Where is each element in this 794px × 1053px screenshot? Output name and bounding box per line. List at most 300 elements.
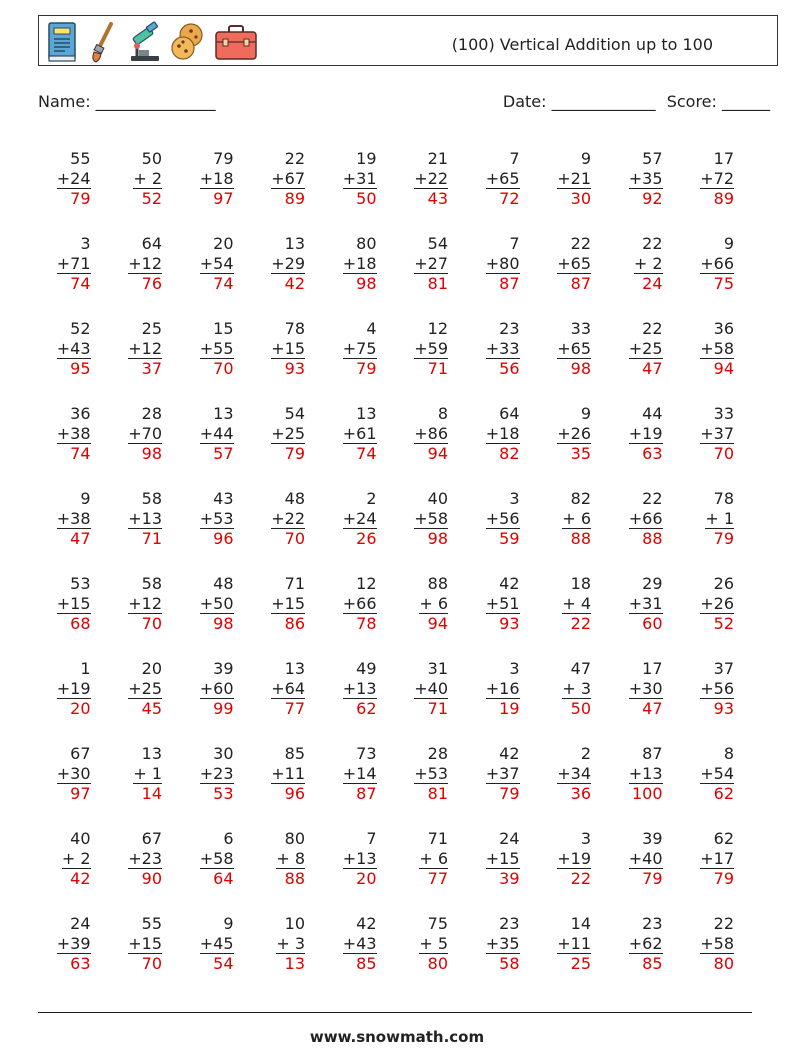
second-addend: +65: [485, 168, 520, 188]
first-addend: 52: [70, 319, 91, 338]
addition-problem: [324, 829, 396, 914]
answer: 95: [70, 359, 91, 378]
second-addend: +65: [557, 253, 591, 273]
first-addend: 3: [509, 489, 520, 508]
second-addend: +38: [56, 508, 91, 528]
answer: 25: [570, 954, 591, 973]
second-addend: +16: [485, 678, 520, 698]
second-addend: + 4: [562, 593, 591, 613]
addition-problem: [539, 914, 611, 999]
first-addend: 44: [642, 404, 663, 423]
addition-problem: [396, 914, 468, 999]
first-addend: 22: [713, 914, 734, 933]
first-addend: 13: [284, 659, 305, 678]
first-addend: 26: [713, 574, 734, 593]
second-addend: +58: [700, 933, 734, 953]
problem-row: [38, 659, 753, 744]
addition-problem: [324, 914, 396, 999]
answer: 52: [141, 189, 162, 208]
first-addend: 22: [642, 319, 663, 338]
second-addend: +58: [199, 848, 234, 868]
addition-problem: [110, 234, 182, 319]
addition-problem: [610, 659, 682, 744]
answer: 68: [70, 614, 91, 633]
problem-row: [38, 914, 753, 999]
first-addend: 4: [366, 319, 377, 338]
addition-problem: [467, 829, 539, 914]
first-addend: 25: [141, 319, 162, 338]
addition-problem: [253, 149, 325, 234]
addition-problem: [682, 489, 754, 574]
addition-problem: [467, 319, 539, 404]
second-addend: +25: [271, 423, 305, 443]
answer: 22: [570, 869, 591, 888]
problem-row: [38, 489, 753, 574]
first-addend: 62: [713, 829, 734, 848]
answer: 56: [499, 359, 520, 378]
answer: 50: [356, 189, 377, 208]
addition-problem: [467, 404, 539, 489]
first-addend: 36: [70, 404, 91, 423]
problem-row: [38, 744, 753, 829]
addition-problem: [396, 319, 468, 404]
answer: 77: [284, 699, 305, 718]
second-addend: +66: [342, 593, 377, 613]
answer: 87: [356, 784, 377, 803]
second-addend: +65: [557, 338, 591, 358]
answer: 100: [631, 784, 663, 803]
answer: 98: [427, 529, 448, 548]
second-addend: +15: [271, 338, 305, 358]
date-score-fields: [497, 92, 770, 111]
answer: 57: [213, 444, 234, 463]
addition-problem: [324, 744, 396, 829]
answer: 77: [427, 869, 448, 888]
answer: 90: [141, 869, 162, 888]
first-addend: 9: [723, 234, 734, 253]
second-addend: +71: [56, 253, 91, 273]
addition-problem: [467, 744, 539, 829]
problem-grid: [38, 149, 753, 999]
addition-problem: [682, 574, 754, 659]
second-addend: +18: [199, 168, 234, 188]
answer: 75: [713, 274, 734, 293]
first-addend: 55: [141, 914, 162, 933]
first-addend: 75: [427, 914, 448, 933]
answer: 14: [141, 784, 162, 803]
second-addend: +24: [56, 168, 91, 188]
answer: 87: [570, 274, 591, 293]
first-addend: 13: [356, 404, 377, 423]
answer: 94: [713, 359, 734, 378]
second-addend: +56: [700, 678, 734, 698]
addition-problem: [110, 744, 182, 829]
first-addend: 20: [213, 234, 234, 253]
second-addend: +50: [199, 593, 234, 613]
answer: 64: [213, 869, 234, 888]
addition-problem: [396, 234, 468, 319]
paintbrush-icon: [85, 20, 119, 64]
second-addend: +58: [700, 338, 734, 358]
answer: 70: [713, 444, 734, 463]
second-addend: +24: [342, 508, 377, 528]
first-addend: 50: [141, 149, 162, 168]
second-addend: +11: [271, 763, 305, 783]
addition-problem: [253, 574, 325, 659]
first-addend: 82: [570, 489, 591, 508]
second-addend: +13: [342, 678, 377, 698]
addition-problem: [396, 489, 468, 574]
addition-problem: [610, 744, 682, 829]
first-addend: 40: [427, 489, 448, 508]
first-addend: 9: [223, 914, 234, 933]
addition-problem: [610, 234, 682, 319]
microscope-icon: [125, 20, 163, 64]
answer: 36: [570, 784, 591, 803]
second-addend: +53: [414, 763, 448, 783]
addition-problem: [253, 234, 325, 319]
second-addend: +31: [628, 593, 663, 613]
addition-problem: [467, 489, 539, 574]
problem-row: [38, 319, 753, 404]
first-addend: 8: [437, 404, 448, 423]
second-addend: +22: [271, 508, 305, 528]
first-addend: 80: [356, 234, 377, 253]
second-addend: +54: [199, 253, 234, 273]
second-addend: +23: [128, 848, 162, 868]
first-addend: 9: [580, 404, 591, 423]
addition-problem: [610, 914, 682, 999]
first-addend: 21: [427, 149, 448, 168]
answer: 70: [141, 614, 162, 633]
answer: 79: [70, 189, 91, 208]
first-addend: 23: [499, 914, 520, 933]
second-addend: +23: [199, 763, 234, 783]
answer: 79: [713, 869, 734, 888]
first-addend: 33: [713, 404, 734, 423]
first-addend: 24: [70, 914, 91, 933]
answer: 70: [284, 529, 305, 548]
addition-problem: [110, 659, 182, 744]
addition-problem: [181, 319, 253, 404]
answer: 47: [642, 359, 663, 378]
first-addend: 9: [80, 489, 91, 508]
addition-problem: [396, 659, 468, 744]
second-addend: + 3: [276, 933, 305, 953]
first-addend: 57: [642, 149, 663, 168]
addition-problem: [253, 744, 325, 829]
addition-problem: [38, 659, 110, 744]
answer: 93: [713, 699, 734, 718]
first-addend: 13: [141, 744, 162, 763]
book-icon: [45, 20, 79, 64]
first-addend: 73: [356, 744, 377, 763]
addition-problem: [396, 744, 468, 829]
second-addend: +35: [628, 168, 663, 188]
second-addend: + 6: [562, 508, 591, 528]
first-addend: 88: [427, 574, 448, 593]
first-addend: 2: [366, 489, 377, 508]
addition-problem: [253, 659, 325, 744]
addition-problem: [38, 489, 110, 574]
second-addend: +80: [485, 253, 520, 273]
answer: 76: [141, 274, 162, 293]
second-addend: +12: [128, 253, 162, 273]
first-addend: 24: [499, 829, 520, 848]
second-addend: +59: [414, 338, 448, 358]
second-addend: + 2: [633, 253, 663, 273]
answer: 85: [356, 954, 377, 973]
first-addend: 17: [713, 149, 734, 168]
score-field: Score: ______: [666, 92, 770, 111]
first-addend: 29: [642, 574, 663, 593]
second-addend: +62: [628, 933, 663, 953]
second-addend: +19: [56, 678, 91, 698]
first-addend: 47: [570, 659, 591, 678]
answer: 74: [70, 274, 91, 293]
answer: 62: [713, 784, 734, 803]
answer: 82: [499, 444, 520, 463]
first-addend: 39: [213, 659, 234, 678]
second-addend: +27: [414, 253, 448, 273]
first-addend: 48: [284, 489, 305, 508]
second-addend: +35: [485, 933, 520, 953]
answer: 97: [213, 189, 234, 208]
second-addend: +13: [628, 763, 663, 783]
answer: 63: [642, 444, 663, 463]
second-addend: +38: [56, 423, 91, 443]
second-addend: +86: [414, 423, 448, 443]
first-addend: 54: [284, 404, 305, 423]
answer: 88: [642, 529, 663, 548]
first-addend: 9: [580, 149, 591, 168]
addition-problem: [682, 914, 754, 999]
first-addend: 22: [642, 489, 663, 508]
second-addend: +37: [700, 423, 734, 443]
second-addend: +66: [700, 253, 734, 273]
answer: 79: [356, 359, 377, 378]
answer: 19: [499, 699, 520, 718]
first-addend: 7: [509, 149, 520, 168]
first-addend: 53: [70, 574, 91, 593]
answer: 47: [70, 529, 91, 548]
addition-problem: [682, 404, 754, 489]
second-addend: + 8: [276, 848, 305, 868]
addition-problem: [110, 489, 182, 574]
answer: 74: [356, 444, 377, 463]
addition-problem: [38, 574, 110, 659]
addition-problem: [110, 404, 182, 489]
first-addend: 19: [356, 149, 377, 168]
first-addend: 54: [427, 234, 448, 253]
answer: 60: [642, 614, 663, 633]
first-addend: 67: [141, 829, 162, 848]
addition-problem: [539, 234, 611, 319]
first-addend: 3: [509, 659, 520, 678]
first-addend: 3: [80, 234, 91, 253]
answer: 20: [356, 869, 377, 888]
first-addend: 3: [580, 829, 591, 848]
answer: 89: [284, 189, 305, 208]
addition-problem: [610, 829, 682, 914]
addition-problem: [396, 829, 468, 914]
addition-problem: [324, 574, 396, 659]
first-addend: 37: [713, 659, 734, 678]
addition-problem: [467, 149, 539, 234]
answer: 98: [570, 359, 591, 378]
addition-problem: [181, 489, 253, 574]
first-addend: 42: [356, 914, 377, 933]
answer: 22: [570, 614, 591, 633]
second-addend: +30: [628, 678, 663, 698]
problem-row: [38, 149, 753, 234]
second-addend: +12: [128, 338, 162, 358]
second-addend: +51: [485, 593, 520, 613]
second-addend: + 6: [419, 848, 448, 868]
answer: 39: [499, 869, 520, 888]
first-addend: 8: [723, 744, 734, 763]
second-addend: +30: [56, 763, 91, 783]
second-addend: +66: [628, 508, 663, 528]
answer: 97: [70, 784, 91, 803]
second-addend: + 2: [133, 168, 162, 188]
first-addend: 12: [427, 319, 448, 338]
cookie-icon: [169, 20, 207, 64]
addition-problem: [610, 489, 682, 574]
answer: 92: [642, 189, 663, 208]
addition-problem: [253, 829, 325, 914]
second-addend: +26: [557, 423, 591, 443]
second-addend: +45: [199, 933, 234, 953]
answer: 79: [284, 444, 305, 463]
answer: 88: [570, 529, 591, 548]
addition-problem: [181, 574, 253, 659]
second-addend: +13: [342, 848, 377, 868]
first-addend: 10: [284, 914, 305, 933]
answer: 87: [499, 274, 520, 293]
addition-problem: [324, 404, 396, 489]
first-addend: 40: [70, 829, 91, 848]
first-addend: 20: [141, 659, 162, 678]
answer: 96: [284, 784, 305, 803]
second-addend: +53: [199, 508, 234, 528]
icon-strip: [45, 20, 259, 64]
second-addend: +60: [199, 678, 234, 698]
answer: 54: [213, 954, 234, 973]
first-addend: 55: [70, 149, 91, 168]
first-addend: 58: [141, 574, 162, 593]
first-addend: 33: [570, 319, 591, 338]
second-addend: +33: [485, 338, 520, 358]
second-addend: +25: [128, 678, 162, 698]
addition-problem: [38, 914, 110, 999]
answer: 53: [213, 784, 234, 803]
answer: 42: [70, 869, 91, 888]
addition-problem: [110, 574, 182, 659]
second-addend: + 1: [705, 508, 734, 528]
addition-problem: [181, 744, 253, 829]
second-addend: +75: [342, 338, 377, 358]
addition-problem: [610, 574, 682, 659]
addition-problem: [181, 914, 253, 999]
answer: 72: [499, 189, 520, 208]
second-addend: +58: [414, 508, 448, 528]
first-addend: 64: [141, 234, 162, 253]
first-addend: 85: [284, 744, 305, 763]
answer: 58: [499, 954, 520, 973]
answer: 74: [213, 274, 234, 293]
second-addend: + 5: [419, 933, 448, 953]
answer: 78: [356, 614, 377, 633]
answer: 52: [713, 614, 734, 633]
second-addend: +43: [56, 338, 91, 358]
addition-problem: [324, 234, 396, 319]
first-addend: 13: [284, 234, 305, 253]
second-addend: +39: [56, 933, 91, 953]
answer: 98: [213, 614, 234, 633]
answer: 89: [713, 189, 734, 208]
addition-problem: [181, 149, 253, 234]
first-addend: 42: [499, 574, 520, 593]
first-addend: 7: [509, 234, 520, 253]
addition-problem: [467, 574, 539, 659]
first-addend: 22: [570, 234, 591, 253]
first-addend: 31: [427, 659, 448, 678]
addition-problem: [38, 149, 110, 234]
answer: 98: [356, 274, 377, 293]
second-addend: +64: [271, 678, 305, 698]
answer: 35: [570, 444, 591, 463]
addition-problem: [610, 149, 682, 234]
first-addend: 15: [213, 319, 234, 338]
second-addend: +18: [485, 423, 520, 443]
problem-row: [38, 574, 753, 659]
answer: 13: [284, 954, 305, 973]
second-addend: +13: [128, 508, 162, 528]
second-addend: +15: [485, 848, 520, 868]
first-addend: 42: [499, 744, 520, 763]
addition-problem: [396, 574, 468, 659]
first-addend: 23: [499, 319, 520, 338]
answer: 74: [70, 444, 91, 463]
second-addend: +55: [199, 338, 234, 358]
briefcase-icon: [213, 20, 259, 64]
second-addend: +40: [414, 678, 448, 698]
addition-problem: [610, 319, 682, 404]
answer: 71: [141, 529, 162, 548]
worksheet-header: [38, 15, 778, 66]
first-addend: 28: [427, 744, 448, 763]
second-addend: +44: [199, 423, 234, 443]
second-addend: +31: [342, 168, 377, 188]
addition-problem: [682, 829, 754, 914]
problem-row: [38, 829, 753, 914]
second-addend: +56: [485, 508, 520, 528]
addition-problem: [324, 319, 396, 404]
answer: 26: [356, 529, 377, 548]
second-addend: +11: [557, 933, 591, 953]
addition-problem: [38, 744, 110, 829]
second-addend: +15: [271, 593, 305, 613]
answer: 96: [213, 529, 234, 548]
answer: 42: [284, 274, 305, 293]
answer: 63: [70, 954, 91, 973]
second-addend: +29: [271, 253, 305, 273]
second-addend: +12: [128, 593, 162, 613]
worksheet-title: (100) Vertical Addition up to 100: [451, 35, 713, 54]
second-addend: +19: [557, 848, 591, 868]
second-addend: +21: [557, 168, 591, 188]
